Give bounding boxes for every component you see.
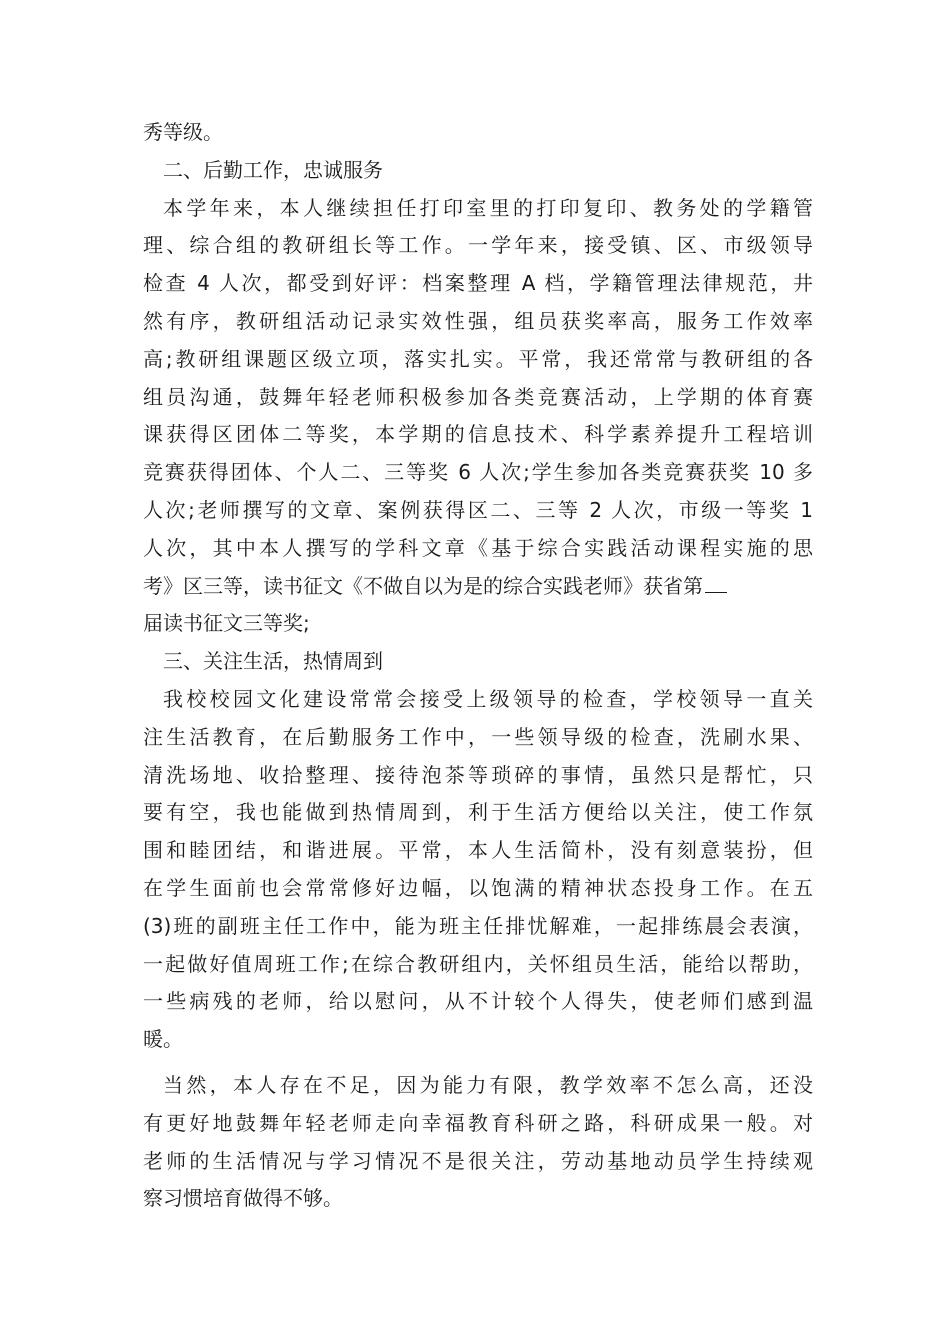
paragraph-line: 清洗场地、收拾整理、接待泡茶等琐碎的事情，虽然只是帮忙，只 [143,762,813,787]
paragraph-line: 围和睦团结，和谐进展。平常，本人生活简朴，没有刻意装扮，但 [143,838,813,863]
paragraph-line [143,568,813,606]
paragraph-line: 课获得区团体二等奖，本学期的信息技术、科学素养提升工程培训 [143,422,813,447]
paragraph-shortcomings [143,1067,813,1218]
paragraph-line: 组员沟通，鼓舞年轻老师积极参加各类竞赛活动，上学期的体育赛 [143,384,813,409]
paragraph-line: 一起做好值周班工作;在综合教研组内，关怀组员生活，能给以帮助， [143,951,813,976]
paragraph-life [143,681,813,1059]
paragraph-line: 高;教研组课题区级立项，落实扎实。平常，我还常常与教研组的各 [143,346,813,371]
paragraph-line-text: 考》区三等，读书征文《不做自以为是的综合实践老师》获省第 [143,573,703,598]
paragraph-line: 秀等级。 [143,120,223,144]
section-heading-2: 二、后勤工作，忠诚服务 [163,157,383,182]
fill-in-blank [705,570,727,593]
paragraph-line: 有更好地鼓舞年轻老师走向幸福教育科研之路，科研成果一般。对 [143,1110,813,1135]
paragraph-line: 然有序，教研组活动记录实效性强，组员获奖率高，服务工作效率 [143,308,813,333]
paragraph-logistics [143,190,813,644]
paragraph-line: 本学年来，本人继续担任打印室里的打印复印、教务处的学籍管 [163,195,813,220]
document-body [143,114,813,1218]
paragraph-line: 老师的生活情况与学习情况不是很关注，劳动基地动员学生持续观 [143,1148,813,1173]
paragraph-line: 人次;老师撰写的文章、案例获得区二、三等 2 人次，市级一等奖 1 [143,497,813,522]
paragraph-line: 要有空，我也能做到热情周到，利于生活方便给以关注，使工作氛 [143,800,813,825]
paragraph-line: 在学生面前也会常常修好边幅，以饱满的精神状态投身工作。在五 [143,875,813,900]
paragraph-line: 人次，其中本人撰写的学科文章《基于综合实践活动课程实施的思 [143,535,813,560]
paragraph-line: 暖。 [143,1027,183,1052]
paragraph-line: 理、综合组的教研组长等工作。一学年来，接受镇、区、市级领导 [143,233,813,258]
paragraph-line: 当然，本人存在不足，因为能力有限，教学效率不怎么高，还没 [163,1072,813,1097]
paragraph-gap [143,1059,813,1067]
paragraph-line: 竞赛获得团体、个人二、三等奖 6 人次;学生参加各类竞赛获奖 10 多 [143,460,813,485]
paragraph-line: 一些病残的老师，给以慰问，从不计较个人得失，使老师们感到温 [143,989,813,1014]
paragraph-line: 察习惯培育做得不够。 [143,1186,343,1211]
paragraph-line: 检查 4 人次，都受到好评：档案整理 A 档，学籍管理法律规范，井 [143,271,813,296]
paragraph-line: (3)班的副班主任工作中，能为班主任排忧解难，一起排练晨会表演， [143,913,813,938]
paragraph-line: 届读书征文三等奖; [143,611,310,636]
section-heading-3: 三、关注生活，热情周到 [163,649,383,674]
paragraph-line: 注生活教育，在后勤服务工作中，一些领导级的检查，洗刷水果、 [143,724,813,749]
paragraph-line: 我校校园文化建设常常会接受上级领导的检查，学校领导一直关 [163,686,813,711]
